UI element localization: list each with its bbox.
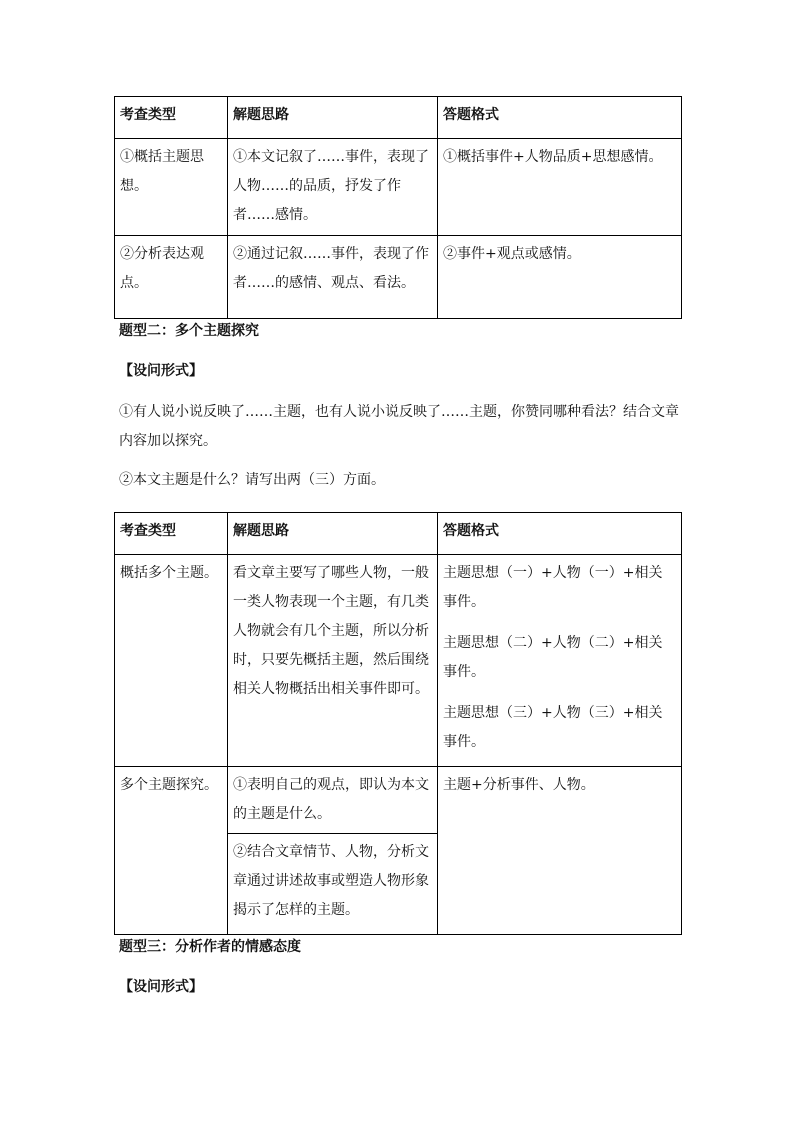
header-format: 答题格式	[438, 513, 682, 555]
format-line-2: 主题思想（二）+人物（二）+相关事件。	[443, 635, 663, 680]
table-row	[115, 555, 682, 767]
cell-type: ②分析表达观点。	[115, 236, 228, 319]
cell-format: ①概括事件+人物品质+思想感情。	[438, 139, 682, 236]
section-title-type3: 题型三：分析作者的情感态度	[119, 939, 301, 955]
format-line-3: 主题思想（三）+人物（三）+相关事件。	[443, 705, 663, 750]
approach-step-2: ②结合文章情节、人物，分析文章通过讲述故事或塑造人物形象揭示了怎样的主题。	[228, 833, 437, 925]
cell-type: ①概括主题思想。	[115, 139, 228, 236]
header-type: 考查类型	[115, 513, 228, 555]
question-form-1: ①有人说小说反映了……主题，也有人说小说反映了……主题，你赞同哪种看法？结合文章内容加以探究。	[119, 404, 679, 449]
header-approach: 解题思路	[228, 513, 438, 555]
cell-format	[438, 555, 682, 767]
cell-approach: 看文章主要写了哪些人物，一般一类人物表现一个主题，有几类人物就会有几个主题，所以分析时，只要先概括主题，然后围绕相关人物概括出相关事件即可。	[228, 555, 438, 767]
header-approach: 解题思路	[228, 97, 438, 139]
cell-approach: ①本文记叙了……事件，表现了人物……的品质，抒发了作者……感情。	[228, 139, 438, 236]
question-form-2: ②本文主题是什么？请写出两（三）方面。	[119, 472, 385, 488]
table-header-row	[115, 513, 682, 555]
cell-approach: ②通过记叙……事件，表现了作者……的感情、观点、看法。	[228, 236, 438, 319]
cell-approach	[228, 767, 438, 935]
header-format: 答题格式	[438, 97, 682, 139]
header-type: 考查类型	[115, 97, 228, 139]
question-form-label: 【设问形式】	[119, 363, 203, 379]
table-row	[115, 139, 682, 236]
cell-type: 概括多个主题。	[115, 555, 228, 767]
table-row	[115, 236, 682, 319]
table-row	[115, 767, 682, 935]
format-line-1: 主题思想（一）+人物（一）+相关事件。	[443, 565, 663, 610]
table-question-types-2	[114, 512, 682, 935]
approach-step-1: ①表明自己的观点，即认为本文的主题是什么。	[233, 777, 429, 822]
cell-format: 主题+分析事件、人物。	[438, 767, 682, 935]
table-header-row	[115, 97, 682, 139]
cell-type: 多个主题探究。	[115, 767, 228, 935]
question-form-label: 【设问形式】	[119, 979, 203, 995]
section-title-type2: 题型二：多个主题探究	[119, 323, 259, 339]
table-question-types-1	[114, 96, 682, 319]
cell-format: ②事件+观点或感情。	[438, 236, 682, 319]
